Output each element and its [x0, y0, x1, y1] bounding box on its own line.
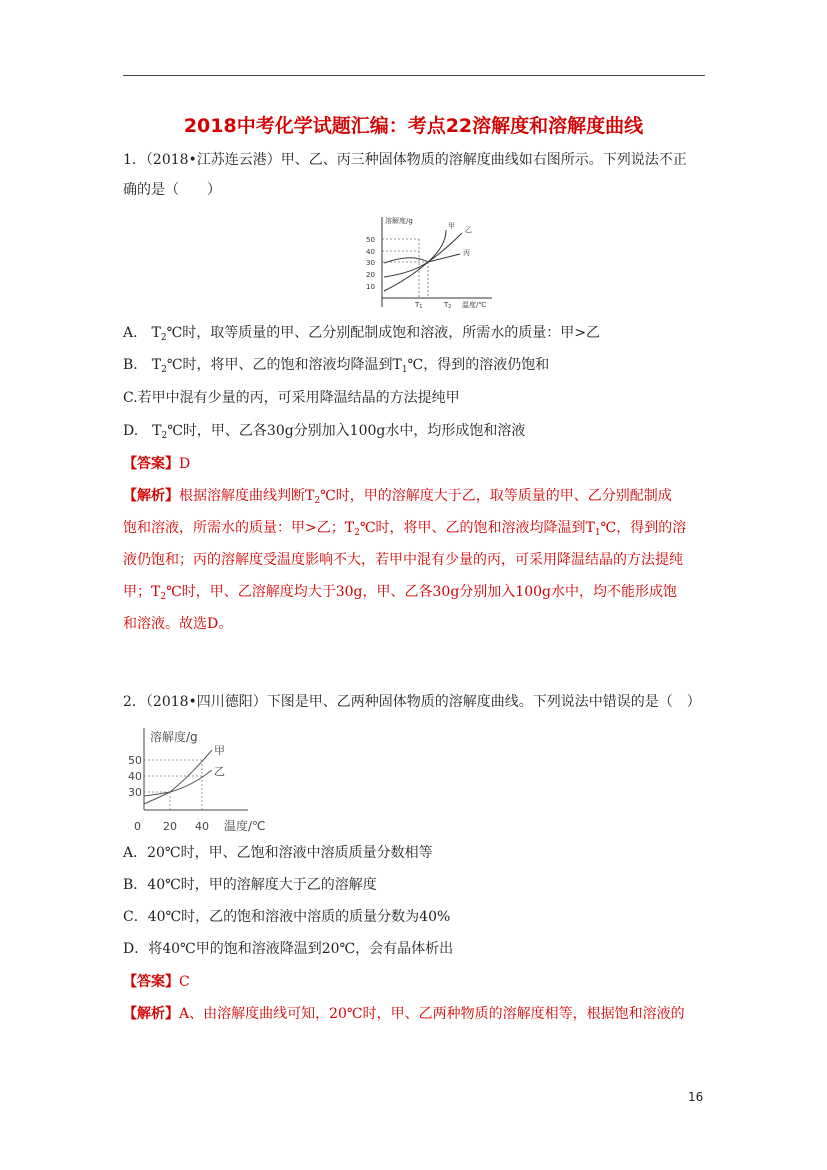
q2-option-c: C．40℃时，乙的饱和溶液中溶质的质量分数为40%	[123, 909, 451, 925]
q1-curve-yi	[384, 233, 462, 277]
q1-series-label: 丙	[463, 249, 470, 257]
q1-stem-line1: 1．（2018•江苏连云港）甲、乙、丙三种固体物质的溶解度曲线如右图所示。下列说法不正	[123, 152, 687, 168]
q2-y-label: 溶解度/g	[150, 730, 198, 744]
q1-y-tick: 30	[366, 259, 375, 267]
q1-analysis-line: 【解析】根据溶解度曲线判断$T_2℃$时，甲的溶解度大于乙，取等质量的甲、乙分别配制成	[123, 488, 672, 506]
q1-y-label: 溶解度/g	[385, 217, 413, 225]
q1-answer: 【答案】D	[123, 456, 191, 472]
q1-curve-bing	[384, 254, 460, 263]
q2-y-tick: 50	[128, 754, 142, 767]
page-number: 16	[688, 1090, 704, 1104]
q1-option-a: A. $T_2℃$时，取等质量的甲、乙分别配制成饱和溶液，所需水的质量：甲>乙	[123, 325, 601, 343]
q2-y-tick: 30	[128, 786, 142, 799]
q2-answer: 【答案】C	[123, 974, 190, 990]
q1-solubility-chart	[362, 213, 496, 311]
q1-analysis-line: 甲；$T_2℃$时，甲、乙溶解度均大于30g，甲、乙各30g分别加入100g水中，均不能形成饱	[123, 584, 677, 602]
q2-series-label: 乙	[214, 765, 225, 778]
q2-x-tick: 0	[134, 820, 141, 833]
q2-solubility-chart	[128, 724, 278, 834]
q2-y-tick: 40	[128, 770, 142, 783]
q1-y-tick: 20	[366, 271, 375, 279]
q2-x-tick: 40	[195, 820, 209, 833]
q2-analysis-line: 【解析】A、由溶解度曲线可知，20℃时，甲、乙两种物质的溶解度相等，根据饱和溶液的	[123, 1006, 685, 1022]
q1-series-label: 甲	[448, 222, 455, 230]
q1-option-c: C.若甲中混有少量的丙，可采用降温结晶的方法提纯甲	[123, 390, 460, 406]
q1-option-b: B. $T_2℃$时，将甲、乙的饱和溶液均降温到$T_1℃$，得到的溶液仍饱和	[123, 357, 550, 375]
q2-option-b: B．40℃时，甲的溶解度大于乙的溶解度	[123, 877, 377, 893]
q2-x-label: 温度/℃	[224, 819, 266, 833]
q1-option-d: D. $T_2℃$时，甲、乙各30g分别加入100g水中，均形成饱和溶液	[123, 423, 526, 441]
header-rule	[123, 75, 705, 76]
q2-stem: 2．（2018•四川德阳）下图是甲、乙两种固体物质的溶解度曲线。下列说法中错误的是（ ）	[123, 694, 701, 710]
q2-series-label: 甲	[214, 744, 225, 757]
q1-analysis-line: 液仍饱和；丙的溶解度受温度影响不大，若甲中混有少量的丙，可采用降温结晶的方法提纯	[123, 552, 683, 568]
q1-series-label: 乙	[465, 226, 472, 234]
q1-analysis-line: 和溶液。故选D。	[123, 616, 233, 632]
q1-y-tick: 50	[366, 236, 375, 244]
q2-option-d: D．将40℃甲的饱和溶液降温到20℃，会有晶体析出	[123, 941, 454, 957]
q2-option-a: A．20℃时，甲、乙饱和溶液中溶质质量分数相等	[123, 845, 433, 861]
q1-y-tick: 10	[366, 283, 375, 291]
q2-x-tick: 20	[163, 820, 177, 833]
q1-analysis-line: 饱和溶液，所需水的质量：甲>乙；$T_2℃$时，将甲、乙的饱和溶液均降温到$T_1℃$，得到的溶	[123, 520, 687, 538]
q1-y-tick: 40	[366, 248, 375, 256]
page-title: 2018中考化学试题汇编：考点22溶解度和溶解度曲线	[183, 115, 644, 137]
q1-stem-line2: 确的是（ ）	[123, 182, 221, 198]
q1-x-label: 温度/℃	[462, 301, 487, 309]
q1-x-tick: T1	[415, 301, 423, 310]
q1-x-tick: T2	[444, 301, 452, 310]
